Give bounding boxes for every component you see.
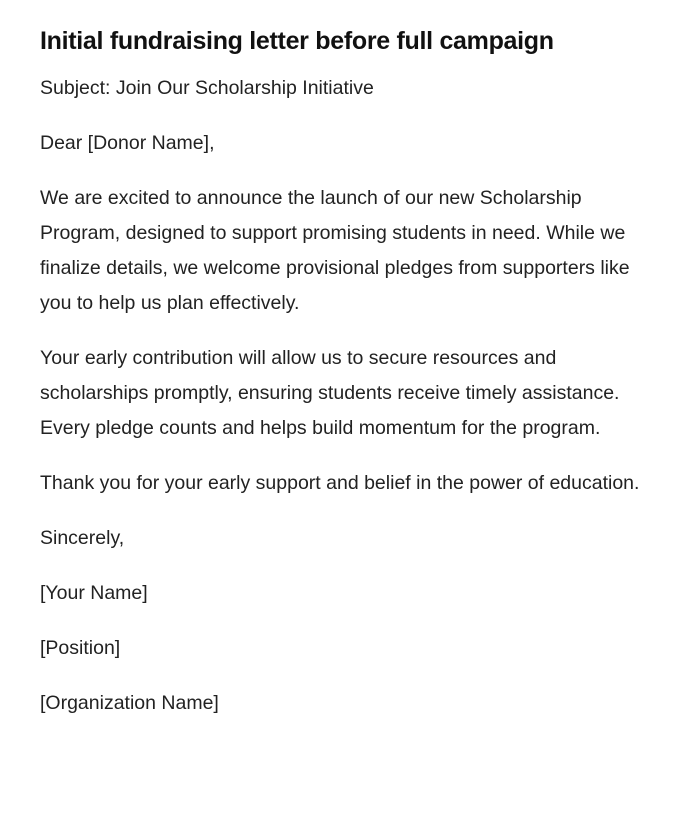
signature-position: [Position] — [40, 637, 121, 659]
signature-name: [Your Name] — [40, 582, 148, 604]
letter-closing: Sincerely, — [40, 527, 125, 549]
letter-salutation: Dear [Donor Name], — [40, 132, 215, 154]
signature-organization: [Organization Name] — [40, 692, 219, 714]
letter-paragraph-1: We are excited to announce the launch of our new Scholarship Program, designed to support promising students in need. While we finalize details, we welcome provisional pledges from supporters like you to help us plan effectively. — [40, 187, 630, 314]
letter-subject: Subject: Join Our Scholarship Initiative — [40, 77, 374, 99]
letter-paragraph-2: Your early contribution will allow us to secure resources and scholarships promptly, ensuring students receive timely assistance. Every pledge counts and helps build momentum for the program. — [40, 347, 620, 439]
letter-paragraph-3: Thank you for your early support and belief in the power of education. — [40, 472, 640, 494]
letter-title: Initial fundraising letter before full campaign — [40, 27, 554, 55]
